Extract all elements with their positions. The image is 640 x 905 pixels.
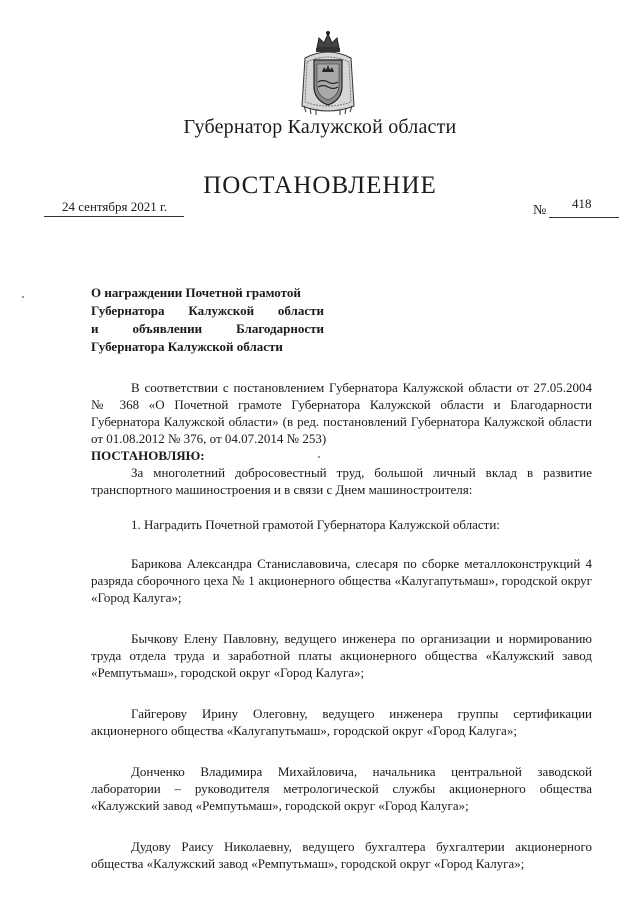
document-subject [91, 284, 324, 356]
decree-word: ПОСТАНОВЛЯЮ: [91, 448, 205, 463]
document-date: 24 сентября 2021 г. [62, 199, 168, 214]
subject-line-1: О награждении Почетной грамотой [91, 285, 301, 300]
kaluga-coat-of-arms-icon [297, 28, 359, 116]
scan-speck [22, 296, 24, 298]
subject-line-3: и объявлении Благодарности [91, 321, 324, 336]
point-1-heading: 1. Наградить Почетной грамотой Губернатора Калужской области: [131, 517, 500, 532]
awardee-paragraph-4: Донченко Владимира Михайловича, начальника центральной заводской лаборатории – руководителя метрологической службы акционерного общества «Калужский завод «Ремпутьмаш», городской округ «Город Калуга»; [91, 764, 592, 813]
document-body [91, 379, 592, 872]
motivation-paragraph: За многолетний добросовестный труд, большой личный вклад в развитие транспортного машиностроения и в связи с Днем машиностроителя: [91, 465, 592, 497]
subject-line-4: Губернатора Калужской области [91, 339, 283, 354]
issuing-authority: Губернатор Калужской области [183, 116, 457, 138]
scan-speck [318, 456, 320, 458]
date-underline [44, 216, 184, 217]
awardee-paragraph-5: Дудову Раису Николаевну, ведущего бухгалтера бухгалтерии акционерного общества «Калужский завод «Ремпутьмаш», городской округ «Город Калуга»; [91, 839, 592, 871]
awardee-paragraph-1: Барикова Александра Станиславовича, слесаря по сборке металлоконструкций 4 разряда сборочного цеха № 1 акционерного общества «Калугапутьмаш», городской округ «Город Калуга»; [91, 556, 592, 605]
number-sign: № [533, 203, 547, 218]
preamble-paragraph: В соответствии с постановлением Губернатора Калужской области от 27.05.2004 № 368 «О Почетной грамоте Губернатора Калужской области и Благодарности Губернатора Калужской области» (в ред. постановлений Губернатора Калужской области от 01.08.2012 № 376, от 04.07.2014 № 253) [91, 380, 592, 446]
number-underline [549, 217, 619, 218]
awardee-paragraph-3: Гайгерову Ирину Олеговну, ведущего инженера группы сертификации акционерного общества «Калугапутьмаш», городской округ «Город Калуга»; [91, 706, 592, 738]
awardee-paragraph-2: Бычкову Елену Павловну, ведущего инженера по организации и нормированию труда отдела труда и заработной платы акционерного общества «Калужский завод «Ремпутьмаш», городской округ «Город Калуга»; [91, 631, 592, 680]
document-type-title: ПОСТАНОВЛЕНИЕ [203, 172, 437, 199]
document-number: 418 [572, 196, 592, 211]
subject-line-2: Губернатора Калужской области [91, 303, 324, 318]
